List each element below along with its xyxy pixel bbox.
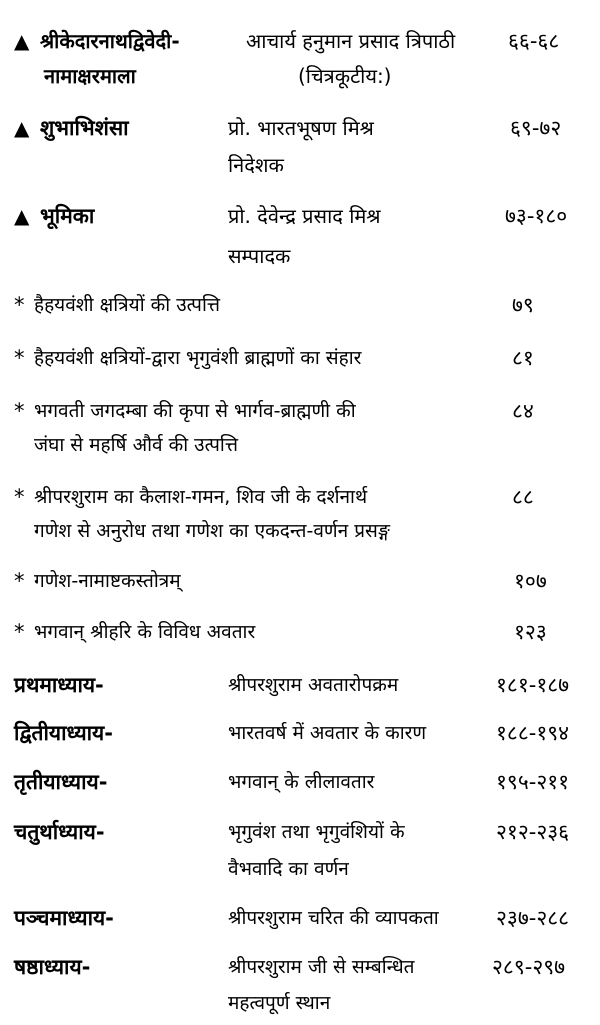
entry-pages: ७३-१८०	[505, 204, 568, 228]
entry-text: गणेश-नामाष्टकस्तोत्रम्	[34, 570, 181, 592]
entry-description-line2: (चित्रकूटीय:)	[298, 64, 392, 88]
asterisk-marker-icon: *	[14, 399, 25, 423]
chapter-title: चतुर्थाध्याय-	[14, 820, 105, 844]
chapter-description: श्रीपरशुराम चरित की व्यापकता	[228, 907, 439, 929]
entry-description-line2: सम्पादक	[228, 244, 291, 268]
chapter-title: द्वितीयाध्याय-	[14, 721, 113, 745]
chapter-description-line2: वैभवादि का वर्णन	[228, 858, 349, 880]
entry-text: भगवान् श्रीहरि के विविध अवतार	[34, 621, 256, 643]
entry-text: भगवती जगदम्बा की कृपा से भार्गव-ब्राह्मणी की	[34, 400, 356, 422]
entry-title: शुभाभिशंसा	[40, 116, 129, 140]
chapter-pages: १८८-१९४	[496, 721, 570, 745]
entry-text: हैहयवंशी क्षत्रियों-द्वारा भृगुवंशी ब्राह्मणों का संहार	[34, 347, 362, 369]
chapter-pages: १९५-२११	[496, 770, 570, 794]
entry-title-line2: नामाक्षरमाला	[44, 64, 136, 88]
chapter-description: भगवान् के लीलावतार	[228, 771, 375, 793]
chapter-description: भृगुवंश तथा भृगुवंशियों के	[228, 821, 405, 843]
chapter-title: प्रथमाध्याय-	[14, 673, 104, 697]
chapter-description-line2: महत्वपूर्ण स्थान	[228, 992, 331, 1014]
chapter-description: भारतवर्ष में अवतार के कारण	[228, 722, 427, 744]
entry-description: आचार्य हनुमान प्रसाद त्रिपाठी	[246, 29, 456, 53]
chapter-pages: २३७-२८८	[496, 906, 570, 930]
chapter-description: श्रीपरशुराम जी से सम्बन्धित	[228, 956, 415, 978]
entry-description-line2: निदेशक	[228, 153, 284, 177]
chapter-title: तृतीयाध्याय-	[14, 770, 108, 794]
asterisk-marker-icon: *	[14, 293, 25, 317]
chapter-description: श्रीपरशुराम अवतारोपक्रम	[228, 674, 399, 696]
asterisk-marker-icon: *	[14, 485, 25, 509]
asterisk-marker-icon: *	[14, 346, 25, 370]
entry-text: श्रीपरशुराम का कैलाश-गमन, शिव जी के दर्शनार्थ	[34, 486, 368, 508]
entry-text: हैहयवंशी क्षत्रियों की उत्पत्ति	[34, 294, 221, 316]
triangle-marker-icon: ▲	[14, 204, 30, 228]
chapter-pages: २१२-२३६	[496, 820, 570, 844]
entry-title: भूमिका	[40, 204, 95, 228]
chapter-pages: १८१-१८७	[496, 673, 570, 697]
chapter-pages: २८९-२९७	[492, 955, 566, 979]
entry-title: श्रीकेदारनाथद्विवेदी-	[40, 29, 180, 53]
entry-text-line2: जंघा से महर्षि और्व की उत्पत्ति	[34, 434, 238, 456]
entry-description: प्रो. भारतभूषण मिश्र	[228, 116, 374, 140]
chapter-title: पञ्चमाध्याय-	[14, 906, 114, 930]
entry-description: प्रो. देवेन्द्र प्रसाद मिश्र	[228, 204, 381, 228]
triangle-marker-icon: ▲	[14, 116, 30, 140]
chapter-title: षष्ठाध्याय-	[14, 955, 91, 979]
asterisk-marker-icon: *	[14, 620, 25, 644]
entry-text-line2: गणेश से अनुरोध तथा गणेश का एकदन्त-वर्णन प्रसङ्ग	[34, 520, 390, 542]
entry-pages: १२३	[514, 620, 547, 644]
asterisk-marker-icon: *	[14, 569, 25, 593]
triangle-marker-icon: ▲	[14, 29, 30, 53]
entry-pages: १०७	[514, 569, 547, 593]
entry-pages: ७९	[512, 293, 534, 317]
entry-pages: ६९-७२	[510, 116, 562, 140]
entry-pages: ८१	[512, 346, 534, 370]
entry-pages: ८४	[512, 399, 534, 423]
entry-pages: ६६-६८	[508, 29, 560, 53]
entry-pages: ८८	[512, 485, 534, 509]
